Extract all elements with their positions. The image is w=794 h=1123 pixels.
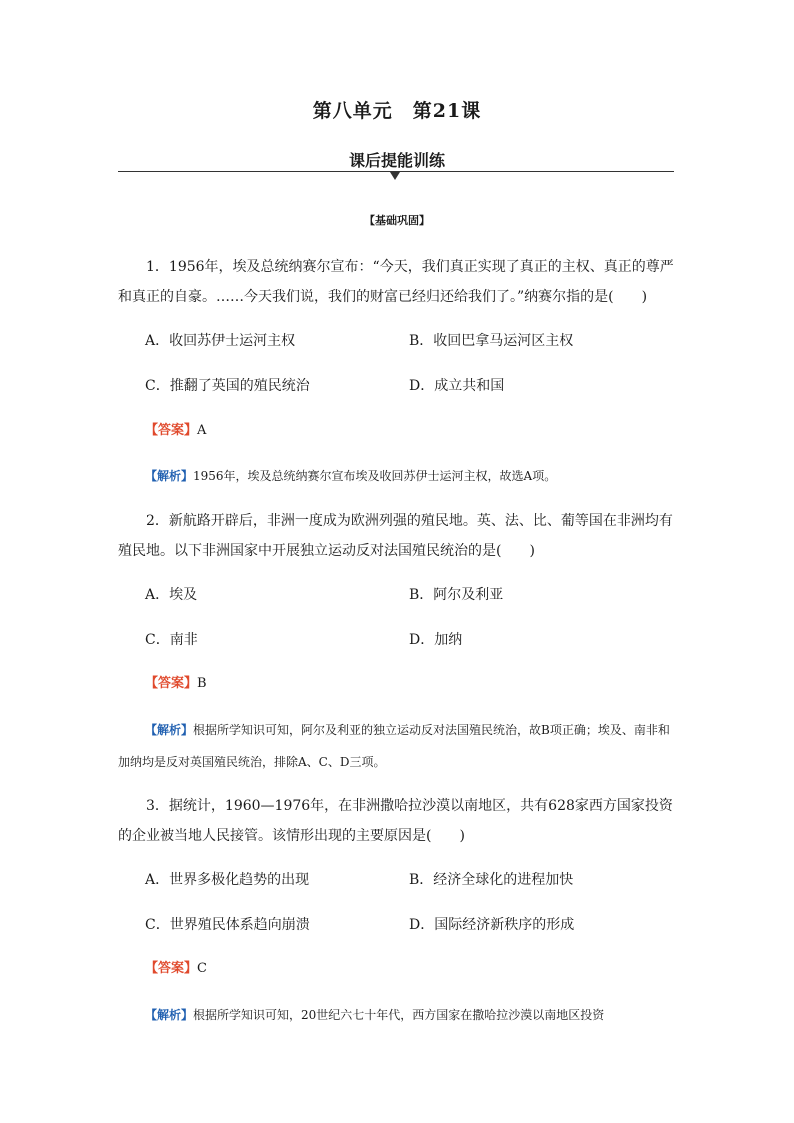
option-a: A．埃及 xyxy=(145,587,198,603)
answer-line xyxy=(145,674,207,694)
explanation-text: 根据所学知识可知，20世纪六七十年代，西方国家在撒哈拉沙漠以南地区投资 xyxy=(193,1008,605,1022)
answer-line xyxy=(145,421,206,441)
explanation xyxy=(118,714,674,778)
option-c: C．南非 xyxy=(145,632,198,648)
option-d: D．成立共和国 xyxy=(409,378,505,394)
option-c: C．推翻了英国的殖民统治 xyxy=(145,378,310,394)
option-a: A．世界多极化趋势的出现 xyxy=(145,872,310,888)
page-subtitle: 课后提能训练 xyxy=(348,151,445,170)
option-a: A．收回苏伊士运河主权 xyxy=(145,333,296,349)
option-d: D．国际经济新秩序的形成 xyxy=(409,917,575,933)
section-label: 【基础巩固】 xyxy=(364,214,430,227)
answer-value: C xyxy=(197,961,207,976)
answer-value: B xyxy=(197,676,207,691)
answer-value: A xyxy=(197,423,207,438)
answer-tag: 【答案】 xyxy=(145,961,198,976)
option-d: D．加纳 xyxy=(409,632,463,648)
explanation-tag: 【解析】 xyxy=(145,469,194,483)
divider-triangle-icon xyxy=(390,172,400,180)
option-b: B．收回巴拿马运河区主权 xyxy=(409,333,574,349)
option-b: B．经济全球化的进程加快 xyxy=(409,872,574,888)
answer-tag: 【答案】 xyxy=(145,423,198,438)
option-b: B．阿尔及利亚 xyxy=(409,587,504,603)
explanation-text: 1956年，埃及总统纳赛尔宣布埃及收回苏伊士运河主权，故选A项。 xyxy=(193,469,557,483)
answer-line xyxy=(145,959,207,979)
page-title: 第八单元 第21课 xyxy=(312,100,482,122)
explanation-tag: 【解析】 xyxy=(145,723,194,737)
question-stem: 1．1956年，埃及总统纳赛尔宣布：“今天，我们真正实现了真正的主权、真正的尊严和真正的自豪。……今天我们说，我们的财富已经归还给我们了。”纳赛尔指的是( ) xyxy=(118,259,674,305)
explanation-tag: 【解析】 xyxy=(145,1008,194,1022)
explanation xyxy=(118,999,674,1031)
answer-tag: 【答案】 xyxy=(145,676,198,691)
question-stem: 3．据统计，1960—1976年，在非洲撒哈拉沙漠以南地区，共有628家西方国家投资的企业被当地人民接管。该情形出现的主要原因是( ) xyxy=(118,798,673,844)
option-c: C．世界殖民体系趋向崩溃 xyxy=(145,917,310,933)
explanation xyxy=(118,460,674,492)
question-stem: 2．新航路开辟后，非洲一度成为欧洲列强的殖民地。英、法、比、葡等国在非洲均有殖民地。以下非洲国家中开展独立运动反对法国殖民统治的是( ) xyxy=(118,513,673,559)
explanation-text: 根据所学知识可知，阿尔及利亚的独立运动反对法国殖民统治，故B项正确；埃及、南非和加纳均是反对英国殖民统治，排除A、C、D三项。 xyxy=(118,723,670,769)
